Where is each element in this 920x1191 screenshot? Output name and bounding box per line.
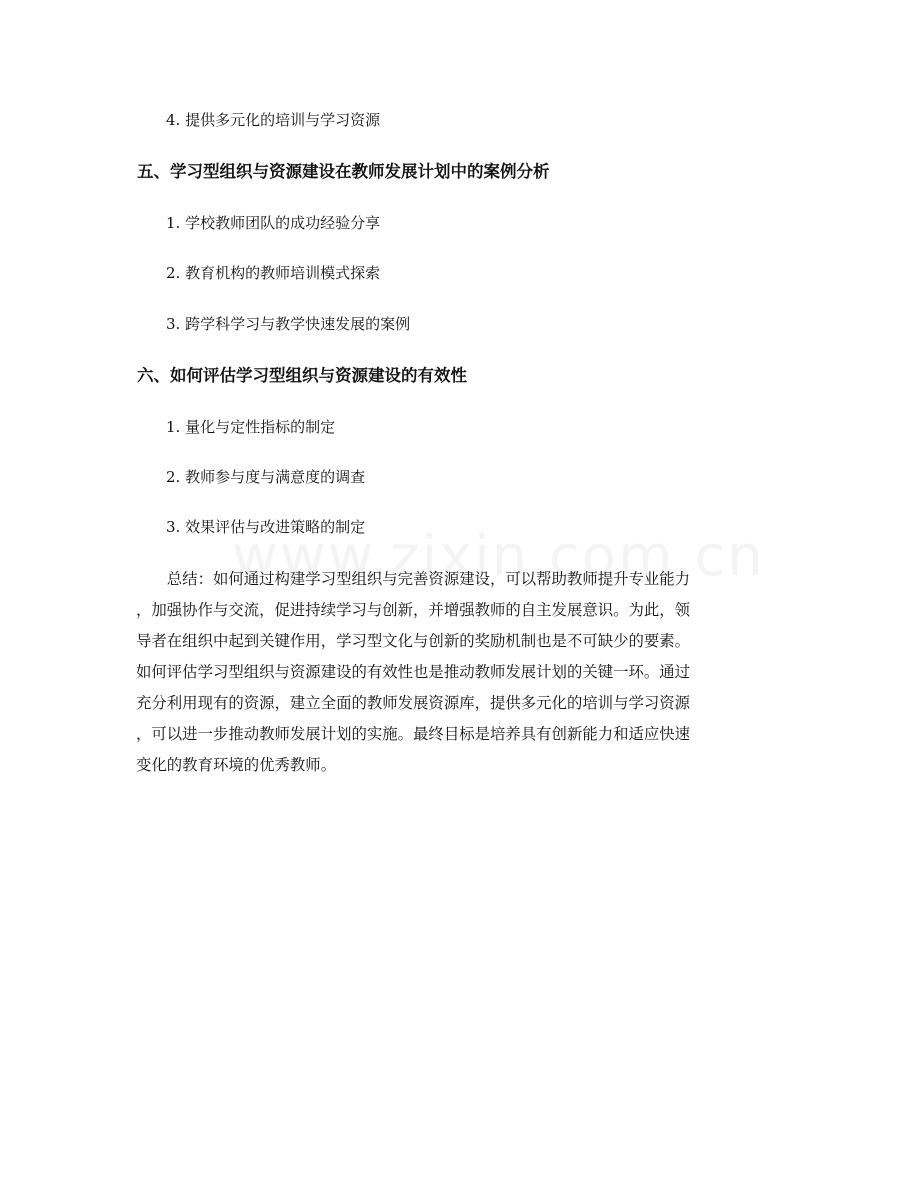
section-heading: 六、如何评估学习型组织与资源建设的有效性 (137, 366, 467, 385)
list-item: 2. 教师参与度与满意度的调查 (166, 468, 366, 486)
summary-line: 导者在组织中起到关键作用，学习型文化与创新的奖励机制也是不可缺少的要素。 (136, 632, 691, 650)
summary-line: 变化的教育环境的优秀教师。 (136, 756, 337, 774)
list-item: 2. 教育机构的教师培训模式探索 (166, 264, 381, 282)
summary-line: 如何评估学习型组织与资源建设的有效性也是推动教师发展计划的关键一环。通过 (136, 663, 691, 681)
summary-line: 总结：如何通过构建学习型组织与完善资源建设，可以帮助教师提升专业能力 (136, 570, 691, 588)
list-item: 1. 量化与定性指标的制定 (166, 418, 336, 436)
section-heading: 五、学习型组织与资源建设在教师发展计划中的案例分析 (137, 162, 550, 181)
list-item: 1. 学校教师团队的成功经验分享 (166, 214, 381, 232)
list-item: 4. 提供多元化的培训与学习资源 (166, 111, 381, 129)
list-item: 3. 效果评估与改进策略的制定 (166, 518, 366, 536)
summary-paragraph (136, 564, 784, 781)
list-item: 3. 跨学科学习与教学快速发展的案例 (166, 315, 411, 333)
summary-line: 充分利用现有的资源，建立全面的教师发展资源库，提供多元化的培训与学习资源 (136, 694, 691, 712)
summary-line: ，加强协作与交流，促进持续学习与创新，并增强教师的自主发展意识。为此，领 (136, 601, 691, 619)
summary-line: ，可以进一步推动教师发展计划的实施。最终目标是培养具有创新能力和适应快速 (136, 725, 691, 743)
